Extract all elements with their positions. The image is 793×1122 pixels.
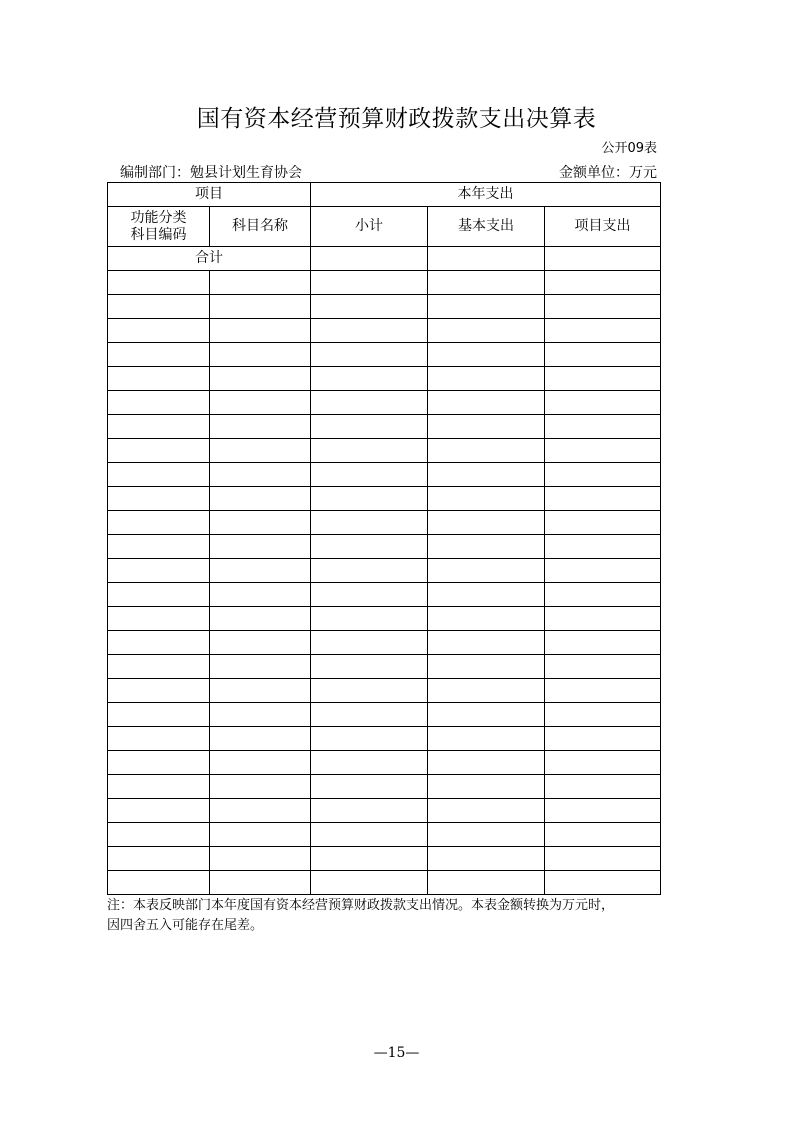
project-cell: [545, 343, 661, 367]
table-row: [108, 535, 661, 559]
basic-cell: [428, 415, 545, 439]
subtotal-cell: [311, 343, 428, 367]
function-code-cell: [108, 583, 210, 607]
basic-cell: [428, 823, 545, 847]
table-row: [108, 487, 661, 511]
subtotal-cell: [311, 583, 428, 607]
function-code-cell: [108, 319, 210, 343]
subject-name-cell: [210, 439, 311, 463]
basic-cell: [428, 319, 545, 343]
header-basic-expenditure: 基本支出: [428, 207, 545, 247]
footnote-line-2: 因四舍五入可能存在尾差。: [107, 918, 264, 933]
table-row: [108, 823, 661, 847]
subtotal-cell: [311, 655, 428, 679]
header-project-expenditure: 项目支出: [545, 207, 661, 247]
subject-name-cell: [210, 679, 311, 703]
project-cell: [545, 775, 661, 799]
subject-name-cell: [210, 871, 311, 895]
subtotal-cell: [311, 463, 428, 487]
page-number: —15—: [373, 1045, 420, 1061]
subject-name-cell: [210, 343, 311, 367]
footnote-line-1: 注：本表反映部门本年度国有资本经营预算财政拨款支出情况。本表金额转换为万元时，: [107, 898, 615, 913]
basic-cell: [428, 463, 545, 487]
basic-cell: [428, 367, 545, 391]
basic-cell: [428, 727, 545, 751]
function-code-cell: [108, 871, 210, 895]
subject-name-cell: [210, 415, 311, 439]
subtotal-cell: [311, 823, 428, 847]
subject-name-cell: [210, 319, 311, 343]
subject-name-cell: [210, 583, 311, 607]
basic-cell: [428, 655, 545, 679]
header-current-year-expenditure: 本年支出: [311, 183, 661, 207]
header-subtotal: 小计: [311, 207, 428, 247]
table-row: [108, 607, 661, 631]
table-row: [108, 799, 661, 823]
project-cell: [545, 559, 661, 583]
table-row: [108, 271, 661, 295]
function-code-cell: [108, 487, 210, 511]
subtotal-cell: [311, 871, 428, 895]
subject-name-cell: [210, 535, 311, 559]
project-cell: [545, 271, 661, 295]
table-row: [108, 847, 661, 871]
subtotal-cell: [311, 319, 428, 343]
expenditure-table: [107, 182, 661, 895]
subtotal-cell: [311, 799, 428, 823]
table-row: [108, 727, 661, 751]
subtotal-cell: [311, 727, 428, 751]
subtotal-cell: [311, 487, 428, 511]
total-subtotal-cell: [311, 247, 428, 271]
total-row: [108, 247, 661, 271]
table-row: [108, 463, 661, 487]
project-cell: [545, 463, 661, 487]
basic-cell: [428, 295, 545, 319]
project-cell: [545, 319, 661, 343]
basic-cell: [428, 583, 545, 607]
basic-cell: [428, 535, 545, 559]
subtotal-cell: [311, 607, 428, 631]
basic-cell: [428, 631, 545, 655]
basic-cell: [428, 871, 545, 895]
function-code-cell: [108, 343, 210, 367]
subject-name-cell: [210, 391, 311, 415]
table-row: [108, 439, 661, 463]
total-label: 合计: [108, 247, 311, 271]
subject-name-cell: [210, 775, 311, 799]
table-header-row-2: [108, 207, 661, 247]
table-row: [108, 775, 661, 799]
subtotal-cell: [311, 703, 428, 727]
table-row: [108, 631, 661, 655]
basic-cell: [428, 487, 545, 511]
basic-cell: [428, 775, 545, 799]
subject-name-cell: [210, 847, 311, 871]
subject-name-cell: [210, 295, 311, 319]
project-cell: [545, 799, 661, 823]
subtotal-cell: [311, 367, 428, 391]
function-code-cell: [108, 295, 210, 319]
project-cell: [545, 415, 661, 439]
project-cell: [545, 655, 661, 679]
function-code-cell: [108, 823, 210, 847]
subtotal-cell: [311, 535, 428, 559]
function-code-cell: [108, 775, 210, 799]
basic-cell: [428, 607, 545, 631]
amount-unit-label: 金额单位：万元: [559, 165, 657, 181]
table-row: [108, 391, 661, 415]
project-cell: [545, 391, 661, 415]
subject-name-cell: [210, 559, 311, 583]
subtotal-cell: [311, 775, 428, 799]
table-row: [108, 319, 661, 343]
subtotal-cell: [311, 295, 428, 319]
basic-cell: [428, 271, 545, 295]
subject-name-cell: [210, 487, 311, 511]
table-row: [108, 415, 661, 439]
form-code: 公开09表: [601, 141, 657, 156]
project-cell: [545, 631, 661, 655]
function-code-cell: [108, 847, 210, 871]
project-cell: [545, 607, 661, 631]
table-row: [108, 511, 661, 535]
project-cell: [545, 367, 661, 391]
table-row: [108, 703, 661, 727]
document-title: 国有资本经营预算财政拨款支出决算表: [196, 106, 597, 132]
subject-name-cell: [210, 823, 311, 847]
function-code-cell: [108, 415, 210, 439]
subtotal-cell: [311, 559, 428, 583]
subtotal-cell: [311, 511, 428, 535]
table-row: [108, 559, 661, 583]
header-subject-name: 科目名称: [210, 207, 311, 247]
project-cell: [545, 487, 661, 511]
header-function-code-line1: 功能分类: [130, 209, 187, 226]
subject-name-cell: [210, 727, 311, 751]
basic-cell: [428, 511, 545, 535]
basic-cell: [428, 703, 545, 727]
subject-name-cell: [210, 367, 311, 391]
function-code-cell: [108, 727, 210, 751]
project-cell: [545, 847, 661, 871]
table-row: [108, 679, 661, 703]
project-cell: [545, 295, 661, 319]
project-cell: [545, 679, 661, 703]
basic-cell: [428, 559, 545, 583]
subtotal-cell: [311, 271, 428, 295]
header-function-code-line2: 科目编码: [130, 226, 187, 243]
function-code-cell: [108, 655, 210, 679]
subject-name-cell: [210, 511, 311, 535]
subject-name-cell: [210, 751, 311, 775]
table-header-row-1: [108, 183, 661, 207]
function-code-cell: [108, 799, 210, 823]
function-code-cell: [108, 703, 210, 727]
subtotal-cell: [311, 439, 428, 463]
subtotal-cell: [311, 415, 428, 439]
project-cell: [545, 439, 661, 463]
project-cell: [545, 583, 661, 607]
subject-name-cell: [210, 607, 311, 631]
table-row: [108, 343, 661, 367]
function-code-cell: [108, 631, 210, 655]
basic-cell: [428, 391, 545, 415]
subtotal-cell: [311, 847, 428, 871]
subject-name-cell: [210, 799, 311, 823]
table-row: [108, 751, 661, 775]
project-cell: [545, 823, 661, 847]
project-cell: [545, 727, 661, 751]
function-code-cell: [108, 439, 210, 463]
project-cell: [545, 511, 661, 535]
table-row: [108, 295, 661, 319]
subtotal-cell: [311, 391, 428, 415]
basic-cell: [428, 751, 545, 775]
function-code-cell: [108, 751, 210, 775]
total-basic-cell: [428, 247, 545, 271]
function-code-cell: [108, 559, 210, 583]
function-code-cell: [108, 271, 210, 295]
department-label: 编制部门：勉县计划生育协会: [120, 165, 302, 181]
function-code-cell: [108, 367, 210, 391]
basic-cell: [428, 439, 545, 463]
subtotal-cell: [311, 631, 428, 655]
subject-name-cell: [210, 655, 311, 679]
table-row: [108, 583, 661, 607]
project-cell: [545, 535, 661, 559]
function-code-cell: [108, 607, 210, 631]
table-row: [108, 367, 661, 391]
header-item: 项目: [108, 183, 311, 207]
subject-name-cell: [210, 703, 311, 727]
basic-cell: [428, 343, 545, 367]
subject-name-cell: [210, 271, 311, 295]
subtotal-cell: [311, 679, 428, 703]
function-code-cell: [108, 391, 210, 415]
basic-cell: [428, 799, 545, 823]
project-cell: [545, 871, 661, 895]
header-function-code: [108, 207, 210, 247]
function-code-cell: [108, 535, 210, 559]
function-code-cell: [108, 463, 210, 487]
subtotal-cell: [311, 751, 428, 775]
table-row: [108, 655, 661, 679]
project-cell: [545, 751, 661, 775]
table-row: [108, 871, 661, 895]
project-cell: [545, 703, 661, 727]
basic-cell: [428, 679, 545, 703]
function-code-cell: [108, 511, 210, 535]
function-code-cell: [108, 679, 210, 703]
footnote: [107, 896, 667, 936]
total-project-cell: [545, 247, 661, 271]
basic-cell: [428, 847, 545, 871]
subject-name-cell: [210, 631, 311, 655]
subject-name-cell: [210, 463, 311, 487]
